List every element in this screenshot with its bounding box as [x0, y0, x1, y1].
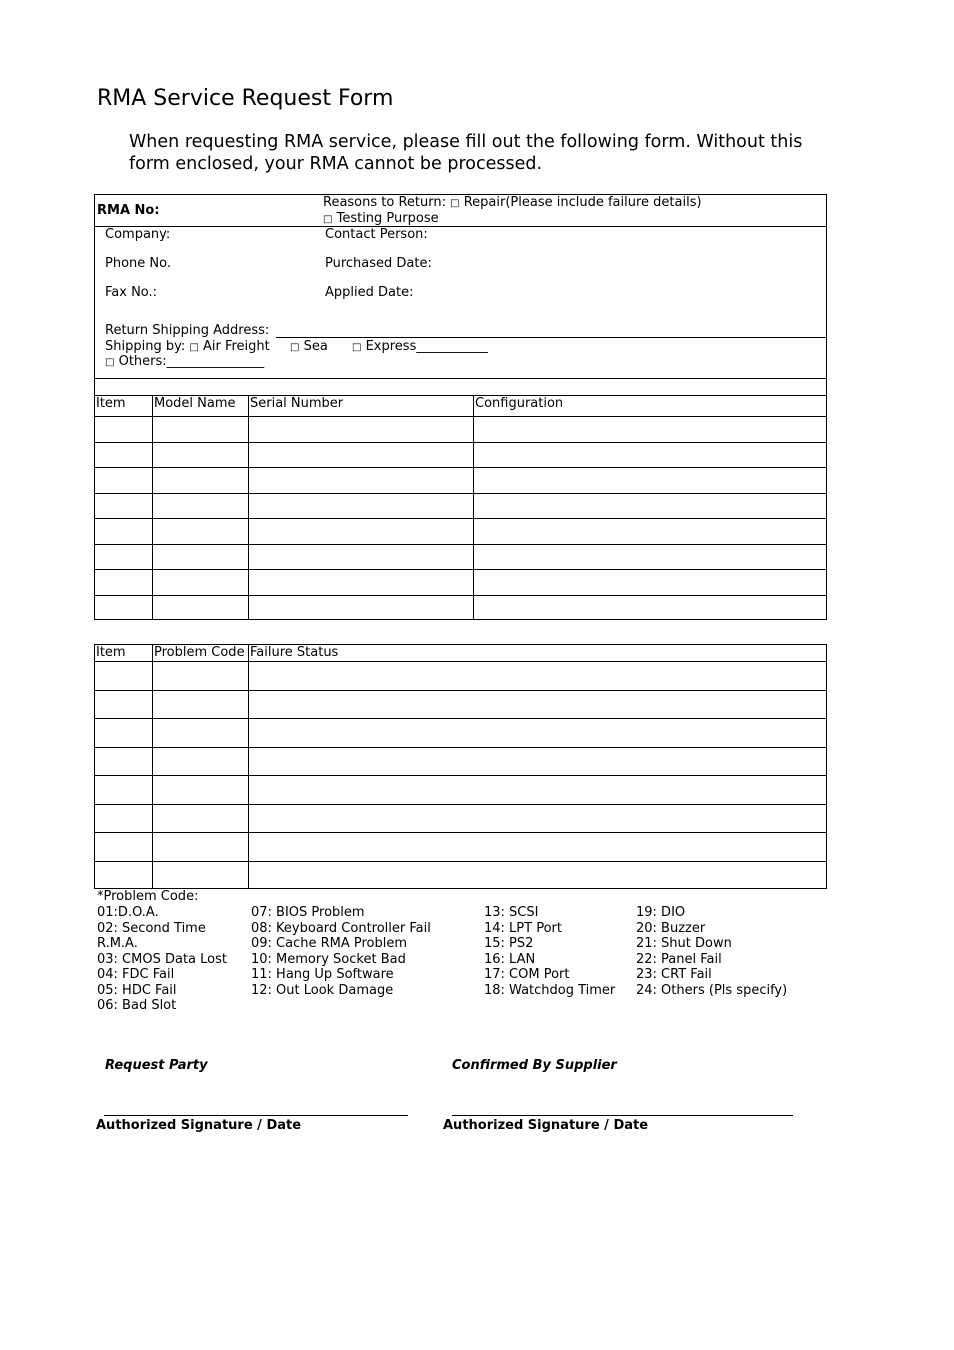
- product-table-cell[interactable]: [474, 443, 826, 467]
- shipping-label: Shipping by:: [105, 339, 186, 354]
- auth-left-label: Authorized Signature / Date: [96, 1118, 302, 1133]
- product-table-cell[interactable]: [153, 596, 247, 620]
- failure-table-cell[interactable]: [153, 805, 247, 832]
- sea-option: [290, 339, 328, 354]
- express-label: Express___________: [365, 339, 488, 354]
- repair-label: Repair(Please include failure details): [463, 195, 702, 210]
- product-table-cell[interactable]: [95, 519, 151, 543]
- product-table-cell[interactable]: [249, 596, 472, 620]
- product-table-header-item: Item: [96, 396, 126, 411]
- failure-table-cell[interactable]: [249, 691, 826, 718]
- product-table-cell[interactable]: [153, 570, 247, 594]
- failure-table-cell[interactable]: [95, 691, 151, 718]
- product-table-cell[interactable]: [95, 494, 151, 518]
- product-table-cell[interactable]: [249, 570, 472, 594]
- problem-code-item: 17: COM Port: [484, 967, 570, 982]
- problem-code-item: 02: Second Time: [97, 920, 206, 936]
- product-table-cell[interactable]: [95, 443, 151, 467]
- product-table-cell[interactable]: [95, 596, 151, 620]
- product-table-cell[interactable]: [474, 570, 826, 594]
- spacer-row: [94, 378, 827, 396]
- product-table-cell[interactable]: [474, 417, 826, 441]
- failure-table-cell[interactable]: [249, 833, 826, 860]
- failure-table-cell[interactable]: [95, 833, 151, 860]
- problem-code-item: 20: Buzzer: [636, 920, 706, 936]
- right-signature-line[interactable]: [452, 1115, 793, 1116]
- product-table-cell[interactable]: [153, 468, 247, 492]
- failure-table-cell[interactable]: [95, 805, 151, 832]
- left-signature-line[interactable]: [104, 1115, 408, 1116]
- problem-code-item: 18: Watchdog Timer: [484, 982, 616, 998]
- failure-table-cell[interactable]: [153, 776, 247, 803]
- problem-code-item: 19: DIO: [636, 905, 686, 920]
- problem-code-item: 06: Bad Slot: [97, 998, 177, 1013]
- product-table-cell[interactable]: [474, 494, 826, 518]
- purchased-label: Purchased Date:: [325, 256, 432, 271]
- failure-table-header-item: Item: [96, 645, 126, 660]
- air-checkbox[interactable]: □: [189, 342, 199, 353]
- failure-table-cell[interactable]: [153, 748, 247, 775]
- shipping-row: [105, 339, 270, 354]
- problem-code-item: 05: HDC Fail: [97, 982, 177, 998]
- problem-code-item: 13: SCSI: [484, 905, 539, 920]
- failure-table-cell[interactable]: [249, 862, 826, 889]
- failure-table-cell[interactable]: [249, 662, 826, 689]
- problem-code-item: 01:D.O.A.: [97, 905, 159, 920]
- problem-code-item: 14: LPT Port: [484, 920, 562, 936]
- air-label: Air Freight: [202, 339, 270, 354]
- failure-table-cell[interactable]: [95, 776, 151, 803]
- reasons-label: Reasons to Return:: [323, 195, 446, 210]
- product-table-cell[interactable]: [474, 545, 826, 569]
- problem-code-item: 22: Panel Fail: [636, 951, 722, 967]
- failure-table-cell[interactable]: [249, 748, 826, 775]
- failure-table-cell[interactable]: [249, 776, 826, 803]
- failure-table-cell[interactable]: [95, 748, 151, 775]
- repair-checkbox[interactable]: □: [450, 198, 460, 209]
- problem-code-item: 24: Others (Pls specify): [636, 982, 788, 998]
- problem-code-item: 12: Out Look Damage: [251, 982, 394, 998]
- product-table-cell[interactable]: [249, 443, 472, 467]
- problem-code-item: 07: BIOS Problem: [251, 905, 365, 920]
- fax-label: Fax No.:: [105, 285, 158, 300]
- testing-checkbox[interactable]: □: [323, 214, 333, 225]
- failure-table-cell[interactable]: [249, 719, 826, 746]
- rma-no-label: RMA No:: [97, 203, 160, 218]
- phone-label: Phone No.: [105, 256, 171, 271]
- failure-table-cell[interactable]: [153, 862, 247, 889]
- product-table-cell[interactable]: [95, 468, 151, 492]
- product-table-cell[interactable]: [95, 417, 151, 441]
- product-table-header-model-name: Model Name: [154, 396, 236, 411]
- failure-table-cell[interactable]: [95, 662, 151, 689]
- problem-code-item: R.M.A.: [97, 936, 138, 951]
- failure-table-cell[interactable]: [153, 719, 247, 746]
- applied-label: Applied Date:: [325, 285, 414, 300]
- page-title: RMA Service Request Form: [97, 86, 394, 111]
- problem-code-item: 09: Cache RMA Problem: [251, 936, 408, 951]
- testing-label: Testing Purpose: [336, 211, 439, 226]
- product-table-cell[interactable]: [153, 494, 247, 518]
- problem-code-item: 04: FDC Fail: [97, 967, 175, 982]
- problem-code-item: 10: Memory Socket Bad: [251, 951, 406, 967]
- product-table-cell[interactable]: [153, 417, 247, 441]
- failure-table-cell[interactable]: [249, 805, 826, 832]
- others-checkbox[interactable]: □: [105, 357, 115, 368]
- address-label: Return Shipping Address:: [105, 323, 270, 338]
- failure-table-cell[interactable]: [153, 662, 247, 689]
- product-table-cell[interactable]: [474, 468, 826, 492]
- failure-table-cell[interactable]: [153, 691, 247, 718]
- problem-code-heading: *Problem Code:: [97, 889, 199, 904]
- failure-table-header-problem-code: Problem Code: [154, 645, 245, 660]
- product-table-cell[interactable]: [474, 519, 826, 543]
- confirmed-label: Confirmed By Supplier: [452, 1058, 617, 1073]
- failure-table-cell[interactable]: [95, 719, 151, 746]
- failure-table-header-failure-status: Failure Status: [250, 645, 339, 660]
- product-table-header-serial-number: Serial Number: [250, 396, 344, 411]
- product-table-cell[interactable]: [249, 468, 472, 492]
- sea-checkbox[interactable]: □: [290, 342, 300, 353]
- auth-right-label: Authorized Signature / Date: [443, 1118, 649, 1133]
- product-table-cell[interactable]: [95, 545, 151, 569]
- product-table-cell[interactable]: [249, 545, 472, 569]
- address-underline[interactable]: [276, 337, 827, 338]
- failure-table-cell[interactable]: [95, 862, 151, 889]
- product-table-cell[interactable]: [249, 417, 472, 441]
- contact-label: Contact Person:: [325, 227, 428, 242]
- product-table-cell[interactable]: [249, 519, 472, 543]
- problem-code-item: 21: Shut Down: [636, 936, 732, 951]
- problem-code-item: 15: PS2: [484, 936, 534, 951]
- product-table-cell[interactable]: [474, 596, 826, 620]
- divider: [94, 226, 827, 227]
- express-option: [352, 339, 488, 354]
- problem-code-item: 16: LAN: [484, 951, 536, 967]
- product-table-cell[interactable]: [153, 545, 247, 569]
- intro-text: When requesting RMA service, please fill out the following form. Without this form enclosed, your RMA cannot be processed.: [129, 132, 803, 174]
- product-table-header-configuration: Configuration: [475, 396, 564, 411]
- reasons-row: [323, 195, 702, 210]
- product-table-cell[interactable]: [153, 519, 247, 543]
- request-party-label: Request Party: [105, 1058, 208, 1073]
- company-label: Company:: [105, 227, 171, 242]
- product-table-cell[interactable]: [153, 443, 247, 467]
- failure-table-cell[interactable]: [153, 833, 247, 860]
- problem-code-item: 08: Keyboard Controller Fail: [251, 920, 431, 936]
- others-label: Others:_______________: [118, 354, 265, 369]
- others-option: [105, 354, 264, 369]
- sea-label: Sea: [303, 339, 328, 354]
- problem-code-item: 23: CRT Fail: [636, 967, 712, 982]
- product-table-cell[interactable]: [95, 570, 151, 594]
- product-table-cell[interactable]: [249, 494, 472, 518]
- problem-code-item: 11: Hang Up Software: [251, 967, 394, 982]
- problem-code-item: 03: CMOS Data Lost: [97, 951, 227, 967]
- express-checkbox[interactable]: □: [352, 342, 362, 353]
- testing-row: [323, 211, 439, 226]
